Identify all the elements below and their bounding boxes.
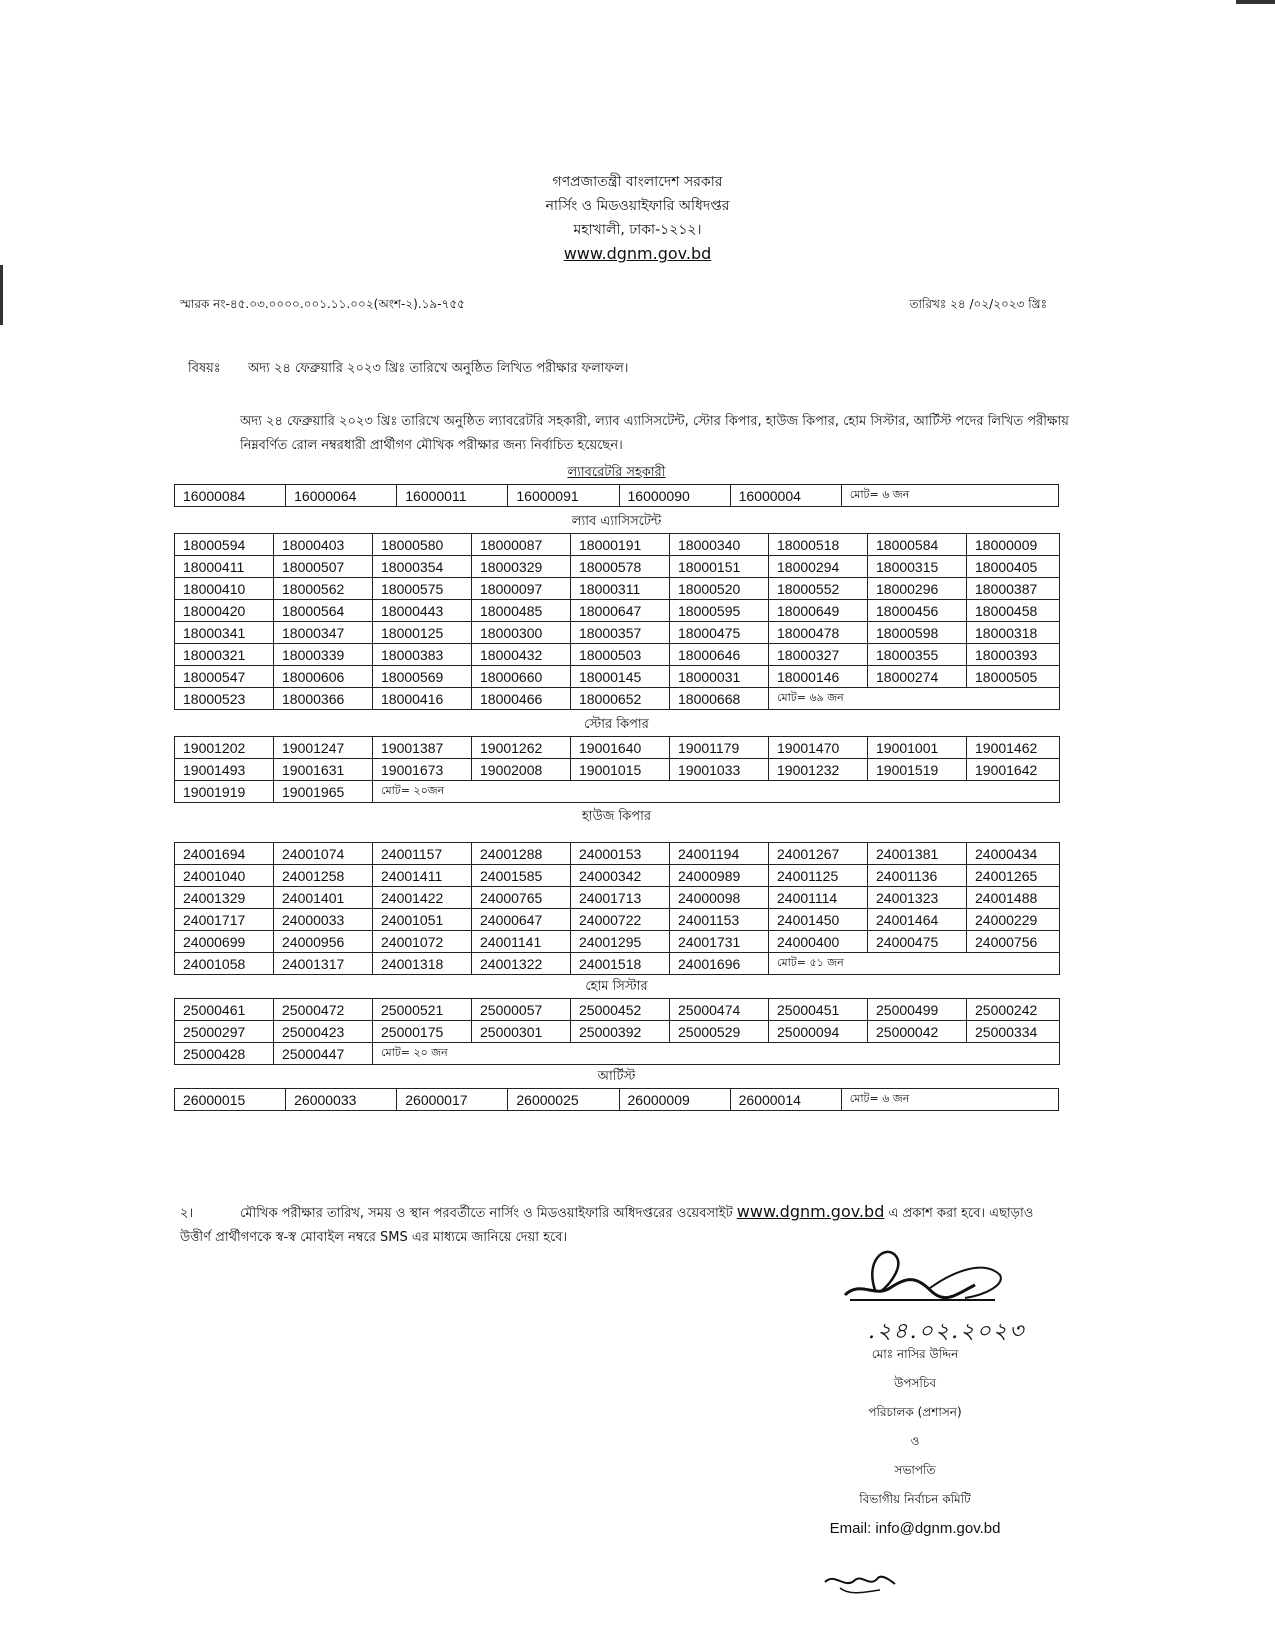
table-row: [175, 485, 1059, 507]
roll-cell: 19001493: [175, 759, 274, 781]
roll-cell: 25000472: [274, 999, 373, 1021]
roll-cell: 18000562: [274, 578, 373, 600]
roll-cell: 25000175: [373, 1021, 472, 1043]
roll-cell: 25000094: [769, 1021, 868, 1043]
roll-cell: 18000355: [868, 644, 967, 666]
roll-table: [174, 484, 1059, 507]
roll-cell: 18000647: [571, 600, 670, 622]
roll-cell: 18000523: [175, 688, 274, 710]
roll-cell: 24000400: [769, 931, 868, 953]
roll-cell: 25000474: [670, 999, 769, 1021]
roll-cell: 25000042: [868, 1021, 967, 1043]
roll-cell: 18000503: [571, 644, 670, 666]
table-row: [175, 759, 1060, 781]
roll-cell: 18000420: [175, 600, 274, 622]
roll-cell: 24001422: [373, 887, 472, 909]
roll-cell: 25000392: [571, 1021, 670, 1043]
roll-cell: 25000447: [274, 1043, 373, 1065]
roll-cell: 16000064: [286, 485, 397, 507]
section-title: আর্টিস্ট: [597, 1069, 636, 1084]
roll-cell: 18000357: [571, 622, 670, 644]
roll-cell: 24001114: [769, 887, 868, 909]
initial-signature-icon: [820, 1570, 900, 1600]
table-row: [175, 1021, 1060, 1043]
roll-cell: 24001450: [769, 909, 868, 931]
roll-cell: 19001247: [274, 737, 373, 759]
roll-cell: 25000451: [769, 999, 868, 1021]
roll-cell: 18000347: [274, 622, 373, 644]
roll-cell: 18000595: [670, 600, 769, 622]
roll-cell: 16000091: [508, 485, 619, 507]
roll-cell: 18000294: [769, 556, 868, 578]
table-row: [175, 887, 1060, 909]
total-cell: মোট= ৬৯ জন: [769, 688, 1060, 710]
roll-cell: 24001329: [175, 887, 274, 909]
signatory-role: সভাপতি: [894, 1463, 936, 1477]
roll-cell: 24001153: [670, 909, 769, 931]
roll-cell: 24001317: [274, 953, 373, 975]
roll-cell: 18000646: [670, 644, 769, 666]
roll-cell: 18000485: [472, 600, 571, 622]
roll-cell: 18000354: [373, 556, 472, 578]
roll-cell: 24001265: [967, 865, 1060, 887]
table-row: [175, 931, 1060, 953]
roll-cell: 25000301: [472, 1021, 571, 1043]
roll-cell: 24000434: [967, 843, 1060, 865]
roll-cell: 18000387: [967, 578, 1060, 600]
roll-table: [174, 736, 1060, 803]
roll-cell: 18000458: [967, 600, 1060, 622]
roll-cell: 24001694: [175, 843, 274, 865]
roll-table: [174, 842, 1060, 975]
roll-cell: 18000475: [670, 622, 769, 644]
table-row: [175, 666, 1060, 688]
subject-line: [188, 359, 628, 380]
roll-cell: 18000432: [472, 644, 571, 666]
signatory-block: [800, 1340, 1030, 1543]
roll-cell: 18000575: [373, 578, 472, 600]
table-row: [175, 909, 1060, 931]
table-row: [175, 999, 1060, 1021]
roll-cell: 19001919: [175, 781, 274, 803]
roll-cell: 16000004: [730, 485, 841, 507]
roll-cell: 18000125: [373, 622, 472, 644]
roll-cell: 24001141: [472, 931, 571, 953]
roll-cell: 18000518: [769, 534, 868, 556]
roll-cell: 25000334: [967, 1021, 1060, 1043]
roll-cell: 24000229: [967, 909, 1060, 931]
roll-cell: 19001673: [373, 759, 472, 781]
roll-cell: 19001001: [868, 737, 967, 759]
signature-date: .২৪.০২.২০২৩: [868, 1319, 1026, 1344]
scan-edge-mark: [1236, 0, 1275, 4]
roll-cell: 18000564: [274, 600, 373, 622]
signatory-designation: উপসচিব: [893, 1376, 936, 1390]
table-row: [175, 865, 1060, 887]
roll-cell: 18000649: [769, 600, 868, 622]
roll-cell: 18000668: [670, 688, 769, 710]
notice-text-2: এ প্রকাশ করা হবে। এছাড়াও উত্তীর্ণ প্রার্থীগণকে স্ব-স্ব মোবাইল নম্বরে SMS এর মাধ্যমে জানিয়ে দেয়া হবে।: [180, 1206, 1034, 1245]
roll-cell: 18000443: [373, 600, 472, 622]
table-row: [175, 843, 1060, 865]
roll-cell: 19001642: [967, 759, 1060, 781]
signature-icon: [835, 1240, 1005, 1320]
scan-edge-mark: [0, 265, 3, 325]
roll-table: [174, 998, 1060, 1065]
roll-cell: 18000393: [967, 644, 1060, 666]
roll-cell: 24001125: [769, 865, 868, 887]
roll-cell: 24000722: [571, 909, 670, 931]
roll-cell: 19001015: [571, 759, 670, 781]
roll-cell: 24001058: [175, 953, 274, 975]
roll-cell: 25000242: [967, 999, 1060, 1021]
roll-cell: 19001631: [274, 759, 373, 781]
roll-cell: 18000097: [472, 578, 571, 600]
govt-name: গণপ্রজাতন্ত্রী বাংলাদেশ সরকার: [552, 174, 723, 190]
roll-cell: 19001640: [571, 737, 670, 759]
roll-cell: 18000274: [868, 666, 967, 688]
roll-cell: 18000478: [769, 622, 868, 644]
roll-cell: 19001179: [670, 737, 769, 759]
section-title: স্টোর কিপার: [584, 717, 649, 732]
section-artist: [174, 1066, 1059, 1111]
table-row: [175, 737, 1060, 759]
roll-cell: 18000383: [373, 644, 472, 666]
roll-cell: 24001411: [373, 865, 472, 887]
roll-cell: 16000090: [619, 485, 730, 507]
table-row: [175, 953, 1060, 975]
roll-cell: 24001518: [571, 953, 670, 975]
roll-cell: 25000297: [175, 1021, 274, 1043]
roll-cell: 18000146: [769, 666, 868, 688]
roll-cell: 26000025: [508, 1089, 619, 1111]
roll-cell: 24000699: [175, 931, 274, 953]
table-row: [175, 1089, 1059, 1111]
roll-cell: 18000584: [868, 534, 967, 556]
roll-cell: 26000017: [397, 1089, 508, 1111]
roll-cell: 19001262: [472, 737, 571, 759]
roll-cell: 24001295: [571, 931, 670, 953]
roll-cell: 18000405: [967, 556, 1060, 578]
roll-cell: 24001267: [769, 843, 868, 865]
roll-cell: 24001318: [373, 953, 472, 975]
roll-cell: 24000956: [274, 931, 373, 953]
roll-cell: 18000580: [373, 534, 472, 556]
total-cell: মোট= ৬ জন: [841, 1089, 1058, 1111]
table-row: [175, 622, 1060, 644]
subject-text: অদ্য ২৪ ফেব্রুয়ারি ২০২৩ খ্রিঃ তারিখে অনুষ্ঠিত লিখিত পরীক্ষার ফলাফল।: [248, 361, 629, 376]
roll-cell: 24000098: [670, 887, 769, 909]
roll-cell: 18000410: [175, 578, 274, 600]
website-link[interactable]: www.dgnm.gov.bd: [563, 244, 712, 263]
table-row: [175, 644, 1060, 666]
roll-cell: 25000428: [175, 1043, 274, 1065]
roll-cell: 18000594: [175, 534, 274, 556]
table-row: [175, 556, 1060, 578]
roll-cell: 18000456: [868, 600, 967, 622]
roll-cell: 19001387: [373, 737, 472, 759]
roll-cell: 24001051: [373, 909, 472, 931]
roll-cell: 24001157: [373, 843, 472, 865]
roll-cell: 18000366: [274, 688, 373, 710]
roll-cell: 19001519: [868, 759, 967, 781]
table-row: [175, 578, 1060, 600]
office-name: নার্সিং ও মিডওয়াইফারি অধিদপ্তর: [545, 198, 730, 214]
roll-cell: 24000989: [670, 865, 769, 887]
roll-cell: 18000191: [571, 534, 670, 556]
roll-cell: 19002008: [472, 759, 571, 781]
roll-cell: 18000606: [274, 666, 373, 688]
roll-cell: 26000033: [286, 1089, 397, 1111]
roll-cell: 24001401: [274, 887, 373, 909]
roll-cell: 24000765: [472, 887, 571, 909]
roll-cell: 18000547: [175, 666, 274, 688]
roll-cell: 19001033: [670, 759, 769, 781]
paragraph-number: ২।: [180, 1206, 194, 1221]
section-lab-assistant: [174, 511, 1059, 710]
roll-cell: 24001731: [670, 931, 769, 953]
roll-cell: 24001717: [175, 909, 274, 931]
roll-cell: 26000015: [175, 1089, 286, 1111]
roll-cell: 16000011: [397, 485, 508, 507]
roll-cell: 24001072: [373, 931, 472, 953]
roll-cell: 18000300: [472, 622, 571, 644]
roll-cell: 24001585: [472, 865, 571, 887]
subject-label: বিষয়ঃ: [188, 361, 221, 376]
roll-cell: 18000578: [571, 556, 670, 578]
total-cell: মোট= ৫১ জন: [769, 953, 1060, 975]
roll-cell: 18000466: [472, 688, 571, 710]
roll-cell: 25000461: [175, 999, 274, 1021]
section-title: ল্যাবরেটরি সহকারী: [567, 465, 666, 480]
section-home-sister: [174, 976, 1059, 1065]
roll-cell: 24000475: [868, 931, 967, 953]
roll-cell: 18000598: [868, 622, 967, 644]
roll-table: [174, 533, 1060, 710]
roll-cell: 24001323: [868, 887, 967, 909]
roll-cell: 18000329: [472, 556, 571, 578]
roll-cell: 24001040: [175, 865, 274, 887]
roll-cell: 18000507: [274, 556, 373, 578]
roll-cell: 25000452: [571, 999, 670, 1021]
section-title: ল্যাব এ্যাসিসটেন্ট: [571, 514, 662, 529]
roll-cell: 18000145: [571, 666, 670, 688]
roll-cell: 24001464: [868, 909, 967, 931]
roll-cell: 18000315: [868, 556, 967, 578]
roll-cell: 24000756: [967, 931, 1060, 953]
roll-cell: 18000569: [373, 666, 472, 688]
section-lab-sohokari: [174, 462, 1059, 507]
roll-cell: 24001074: [274, 843, 373, 865]
roll-cell: 18000311: [571, 578, 670, 600]
roll-cell: 25000057: [472, 999, 571, 1021]
roll-cell: 18000552: [769, 578, 868, 600]
roll-cell: 19001470: [769, 737, 868, 759]
letterhead: [0, 170, 1275, 266]
roll-cell: 18000327: [769, 644, 868, 666]
roll-cell: 26000009: [619, 1089, 730, 1111]
roll-cell: 24001136: [868, 865, 967, 887]
issue-date: তারিখঃ ২৪ /০২/২০২৩ খ্রিঃ: [909, 297, 1047, 311]
total-cell: মোট= ২০জন: [373, 781, 1060, 803]
roll-cell: 18000087: [472, 534, 571, 556]
contact-email[interactable]: Email: info@dgnm.gov.bd: [829, 1520, 1001, 1537]
roll-cell: 25000423: [274, 1021, 373, 1043]
section-store-keeper: [174, 714, 1059, 803]
conjunction: ও: [910, 1434, 920, 1448]
roll-cell: 24001488: [967, 887, 1060, 909]
intro-text: অদ্য ২৪ ফেব্রুয়ারি ২০২৩ খ্রিঃ তারিখে অনুষ্ঠিত ল্যাবরেটরি সহকারী, ল্যাব এ্যাসিসটেন্ট, স্টোর কিপার, হাউজ কিপার, হোম সিস্টার, আর্টিস্ট পদের লিখিত পরীক্ষায় নিম্নবর্ণিত রোল নম্বরধারী প্রার্থীগণ মৌখিক পরীক্ষার জন্য নির্বাচিত হয়েছেন।: [240, 414, 1069, 453]
roll-cell: 18000321: [175, 644, 274, 666]
roll-cell: 24001696: [670, 953, 769, 975]
roll-cell: 24000342: [571, 865, 670, 887]
table-row: [175, 781, 1060, 803]
table-row: [175, 600, 1060, 622]
section-title: হাউজ কিপার: [581, 809, 652, 824]
roll-cell: 19001232: [769, 759, 868, 781]
table-row: [175, 1043, 1060, 1065]
roll-cell: 24001194: [670, 843, 769, 865]
roll-cell: 18000416: [373, 688, 472, 710]
roll-cell: 18000318: [967, 622, 1060, 644]
signatory-name: মোঃ নাসির উদ্দিন: [871, 1347, 959, 1361]
roll-cell: 25000521: [373, 999, 472, 1021]
roll-cell: 18000341: [175, 622, 274, 644]
roll-cell: 26000014: [730, 1089, 841, 1111]
roll-cell: 19001965: [274, 781, 373, 803]
roll-cell: 24000033: [274, 909, 373, 931]
roll-cell: 18000296: [868, 578, 967, 600]
roll-cell: 18000339: [274, 644, 373, 666]
roll-cell: 24001381: [868, 843, 967, 865]
roll-cell: 18000652: [571, 688, 670, 710]
roll-cell: 18000340: [670, 534, 769, 556]
roll-table: [174, 1088, 1059, 1111]
roll-cell: 24001322: [472, 953, 571, 975]
table-row: [175, 534, 1060, 556]
section-house-keeper: [174, 806, 1059, 975]
roll-cell: 16000084: [175, 485, 286, 507]
roll-cell: 25000529: [670, 1021, 769, 1043]
office-address: মহাখালী, ঢাকা-১২১২।: [573, 222, 702, 238]
roll-cell: 18000411: [175, 556, 274, 578]
roll-cell: 18000009: [967, 534, 1060, 556]
total-cell: মোট= ৬ জন: [841, 485, 1058, 507]
roll-cell: 24001713: [571, 887, 670, 909]
roll-cell: 18000403: [274, 534, 373, 556]
roll-cell: 24001288: [472, 843, 571, 865]
signatory-post: পরিচালক (প্রশাসন): [868, 1405, 962, 1419]
notice-text-1: মৌখিক পরীক্ষার তারিখ, সময় ও স্থান পরবর্তীতে নার্সিং ও মিডওয়াইফারি অধিদপ্তরের ওয়েবসাইট: [240, 1206, 733, 1221]
roll-cell: 18000151: [670, 556, 769, 578]
roll-cell: 19001462: [967, 737, 1060, 759]
roll-cell: 25000499: [868, 999, 967, 1021]
roll-cell: 18000660: [472, 666, 571, 688]
committee-name: বিভাগীয় নির্বাচন কমিটি: [859, 1492, 971, 1506]
roll-cell: 19001202: [175, 737, 274, 759]
section-title: হোম সিস্টার: [585, 979, 648, 994]
total-cell: মোট= ২০ জন: [373, 1043, 1060, 1065]
memo-number: স্মারক নং-৪৫.০৩.০০০০.০০১.১১.০০২(অংশ-২).১৯-৭৫৫: [180, 297, 465, 311]
roll-cell: 18000520: [670, 578, 769, 600]
roll-cell: 24000647: [472, 909, 571, 931]
intro-paragraph: [180, 410, 1080, 458]
roll-cell: 18000505: [967, 666, 1060, 688]
roll-cell: 18000031: [670, 666, 769, 688]
roll-cell: 24000153: [571, 843, 670, 865]
table-row: [175, 688, 1060, 710]
notice-website-link[interactable]: www.dgnm.gov.bd: [736, 1202, 885, 1221]
roll-cell: 24001258: [274, 865, 373, 887]
